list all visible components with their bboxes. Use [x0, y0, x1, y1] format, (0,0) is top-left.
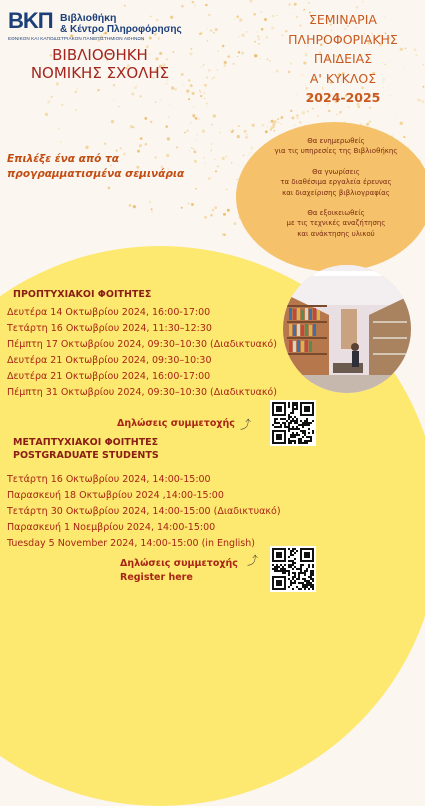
qr-code-icon [270, 546, 316, 592]
postgrad-heading-english: POSTGRADUATE STUDENTS [13, 450, 159, 461]
benefit-text: και ανάκτησης υλικού [297, 229, 375, 238]
logo-line-3: ΕΘΝΙΚΟΝ ΚΑΙ ΚΑΠΟΔΙΣΤΡΙΑΚΟΝ ΠΑΝΕΠΙΣΤΗΜΙΟΝ ΑΘΗΝΩΝ [8, 36, 145, 41]
library-title [10, 46, 190, 82]
seminar-title-line: ΠΑΙΔΕΙΑΣ [313, 51, 373, 66]
seminar-title-line: ΠΛΗΡΟΦΟΡΙΑΚΗΣ [288, 31, 398, 47]
benefit-text: Θα γνωρίσεις [312, 167, 360, 176]
benefit-text: για τις υπηρεσίες της Βιβλιοθήκης [274, 147, 398, 156]
session-item: Πέμπτη 17 Οκτωβρίου 2024, 09:30–10:30 (Διαδικτυακό) [7, 339, 277, 350]
library-title-line: ΝΟΜΙΚΗΣ ΣΧΟΛΗΣ [30, 64, 170, 82]
session-item: Tuesday 5 November 2024, 14:00-15:00 (in English) [7, 538, 255, 549]
benefits-list [266, 136, 406, 239]
choose-line: Επιλέξε ένα από τα [7, 153, 119, 165]
session-item: Παρασκευή 18 Οκτωβρίου 2024 ,14:00-15:00 [7, 490, 224, 501]
register-label-greek[interactable]: Δηλώσεις συμμετοχής [120, 558, 238, 569]
session-item: Δευτέρα 14 Οκτωβρίου 2024, 16:00-17:00 [7, 307, 211, 318]
qr-code-icon [270, 400, 316, 446]
benefit-text: και διαχείρισης βιβλιογραφίας [282, 188, 390, 197]
library-photo-illustration [283, 265, 411, 393]
session-item: Τετάρτη 16 Οκτωβρίου 2024, 11:30–12:30 [7, 323, 212, 334]
undergrad-schedule [7, 305, 277, 401]
session-item: Δευτέρα 21 Οκτωβρίου 2024, 16:00-17:00 [7, 371, 211, 382]
seminar-title-line: Α' ΚΥΚΛΟΣ [309, 70, 377, 86]
seminar-year: 2024-2025 [305, 90, 381, 105]
library-title-line: ΒΙΒΛΙΟΘΗΚΗ [52, 46, 148, 64]
choose-line: προγραμματισμένα σεμινάρια [7, 168, 185, 180]
session-item: Τετάρτη 30 Οκτωβρίου 2024, 14:00-15:00 (Διαδικτυακό) [7, 506, 281, 517]
postgrad-heading-greek: ΜΕΤΑΠΤΥΧΙΑΚΟΙ ΦΟΙΤΗΤΕΣ [13, 437, 159, 448]
undergrad-register-link[interactable]: Δηλώσεις συμμετοχής [117, 418, 235, 429]
session-item: Παρασκευή 1 Νοεμβρίου 2024, 14:00-15:00 [7, 522, 216, 533]
postgrad-register-link[interactable] [120, 557, 238, 585]
session-item: Πέμπτη 31 Οκτωβρίου 2024, 09:30–10:30 (Διαδικτυακό) [7, 387, 277, 398]
session-item: Τετάρτη 16 Οκτωβρίου 2024, 14:00-15:00 [7, 474, 211, 485]
undergrad-heading: ΠΡΟΠΤΥΧΙΑΚΟΙ ΦΟΙΤΗΤΕΣ [13, 289, 152, 300]
logo-line-1: Βιβλιοθήκη [60, 12, 117, 24]
seminar-title-line: ΣΕΜΙΝΑΡΙΑ [309, 12, 377, 27]
library-photo [283, 265, 411, 393]
logo-mark: ΒΚΠ [8, 8, 53, 33]
postgrad-schedule [7, 472, 281, 552]
choose-seminar-prompt [7, 152, 197, 182]
benefit-text: τα διαθέσιμα εργαλεία έρευνας [280, 178, 392, 187]
arrow-icon: ⤴ [247, 554, 258, 567]
benefit-text: Θα εξοικειωθείς [307, 209, 365, 218]
logo-line-2: & Κέντρο Πληροφόρησης [60, 24, 182, 35]
benefit-text: Θα ενημερωθείς [307, 137, 365, 145]
benefit-text: με τις τεχνικές αναζήτησης [286, 219, 386, 228]
register-label-english[interactable]: Register here [120, 572, 193, 583]
postgrad-heading [13, 436, 159, 462]
seminar-title [268, 10, 418, 108]
session-item: Δευτέρα 21 Οκτωβρίου 2024, 09:30–10:30 [7, 355, 212, 366]
arrow-icon: ⤴ [240, 418, 251, 431]
